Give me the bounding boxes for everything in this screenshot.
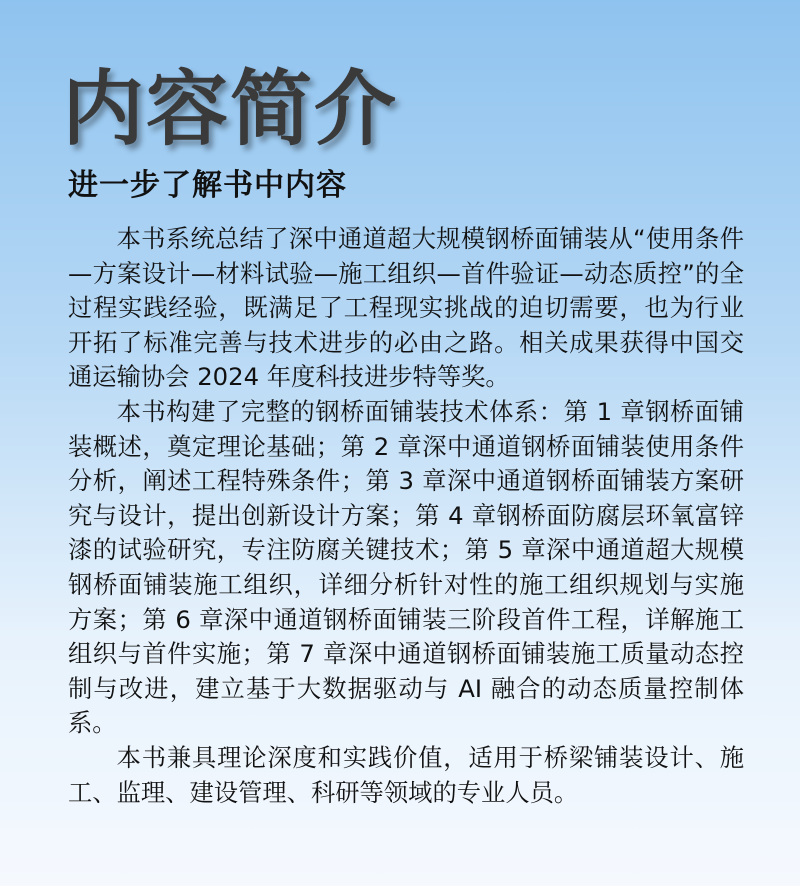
paragraph-chapters: 本书构建了完整的钢桥面铺装技术体系：第 1 章钢桥面铺装概述，奠定理论基础；第 2 章深中通道钢桥面铺装使用条件分析，阐述工程特殊条件；第 3 章深中通道钢桥面铺装方案研究与设计，提出创新设计方案；第 4 章钢桥面防腐层环氧富锌漆的试验研究，专注防腐关键技术；第 5 章深中通道超大规模钢桥面铺装施工组织，详细分析针对性的施工组织规划与实施方案；第 6 章深中通道钢桥面铺装三阶段首件工程，详解施工组织与首件实施；第 7 章深中通道钢桥面铺装施工质量动态控制与改进，建立基于大数据驱动与 AI 融合的动态质量控制体系。 xyxy=(68,396,744,738)
paragraph-overview: 本书系统总结了深中通道超大规模钢桥面铺装从“使用条件—方案设计—材料试验—施工组织—首件验证—动态质控”的全过程实践经验，既满足了工程现实挑战的迫切需要，也为行业开拓了标准完善与技术进步的必由之路。相关成果获得中国交通运输协会 2024 年度科技进步特等奖。 xyxy=(68,224,744,392)
description-body xyxy=(68,222,744,810)
paragraph-audience: 本书兼具理论深度和实践价值，适用于桥梁铺装设计、施工、监理、建设管理、科研等领域的专业人员。 xyxy=(68,742,744,807)
page-title: 内容简介 xyxy=(62,62,399,157)
page-subtitle: 进一步了解书中内容 xyxy=(68,168,347,203)
